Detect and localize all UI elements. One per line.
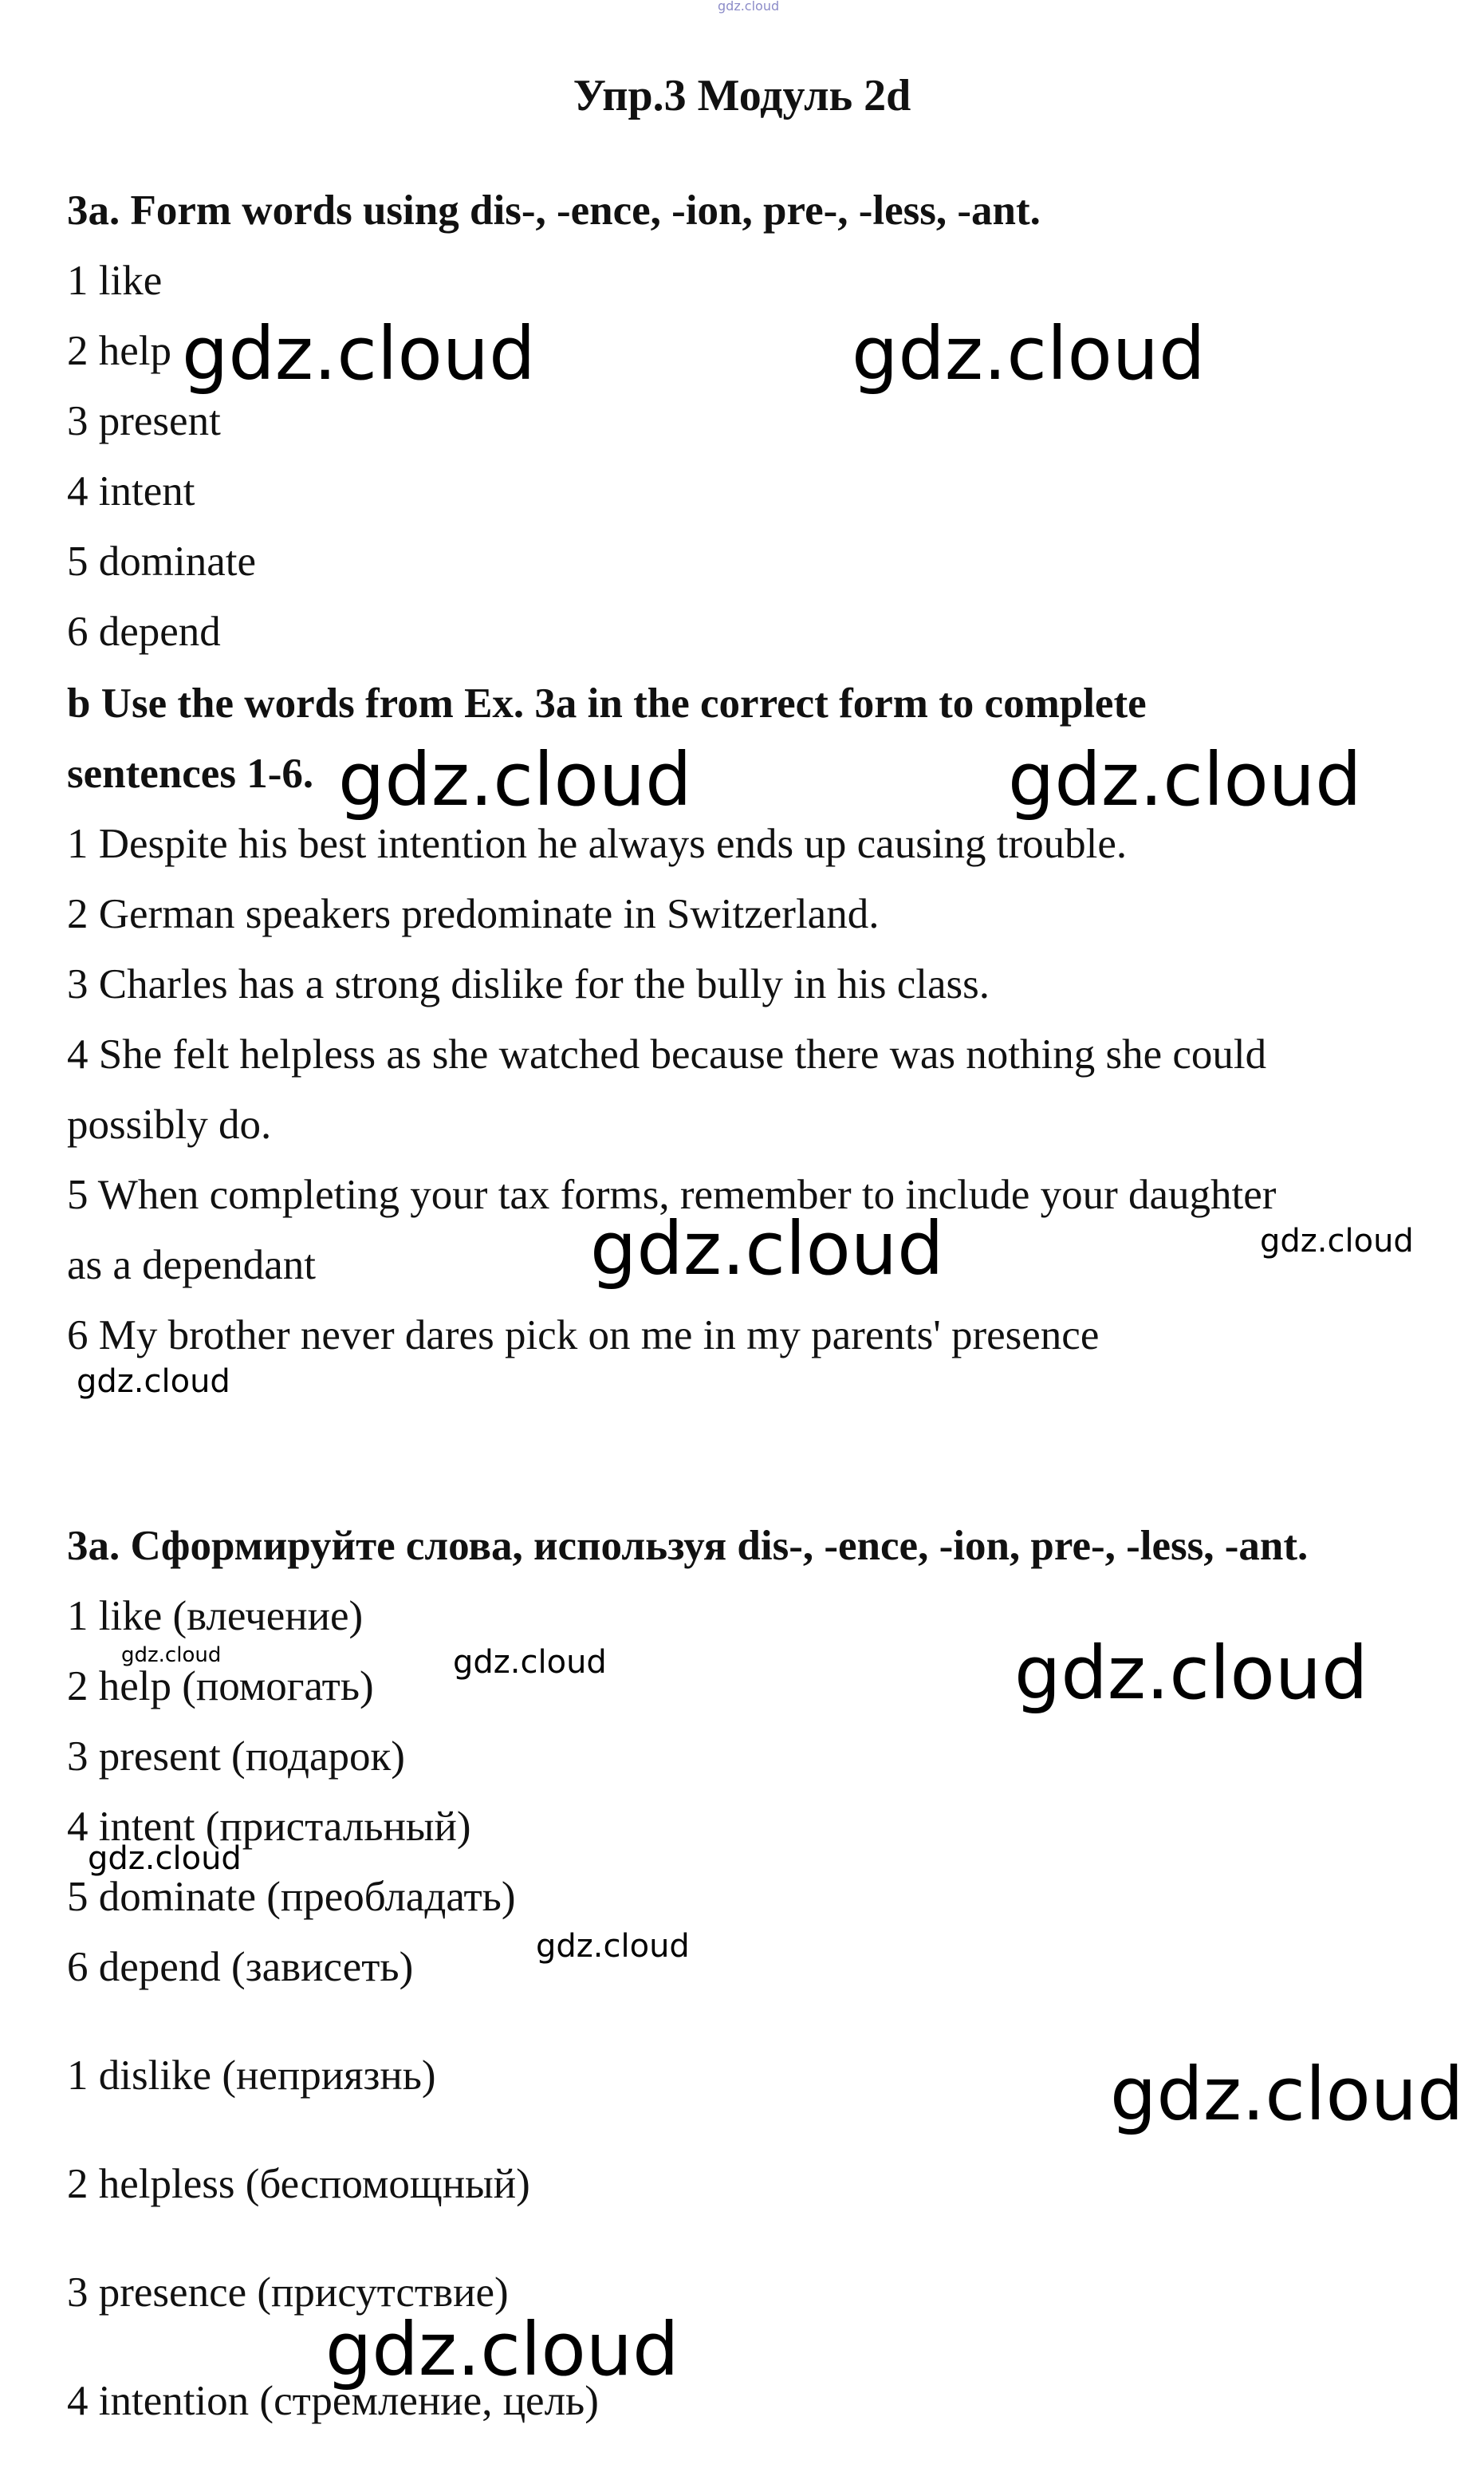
sentence-line: 6 My brother never dares pick on me in my parents' presence: [67, 1312, 1100, 1358]
answer-line: 1 dislike (неприязнь): [67, 2052, 436, 2099]
section-ru-item: 5 dominate (преобладать): [67, 1874, 516, 1920]
section-ru-item: 3 present (подарок): [67, 1733, 405, 1780]
sentence-line: 5 When completing your tax forms, remember to include your daughter: [67, 1172, 1277, 1218]
section-a-item: 2 help: [67, 328, 171, 374]
sentence-line: 1 Despite his best intention he always ends up causing trouble.: [67, 821, 1128, 867]
watermark: gdz.cloud: [325, 2307, 679, 2392]
section-b-heading: sentences 1-6.: [67, 751, 314, 797]
sentence-line: 4 She felt helpless as she watched because there was nothing she could: [67, 1031, 1267, 1078]
watermark: gdz.cloud: [536, 1928, 690, 1965]
section-a-item: 5 dominate: [67, 538, 256, 585]
section-a-item: 1 like: [67, 258, 163, 304]
section-a-heading: 3a. Form words using dis-, -ence, -ion, pre-, -less, -ant.: [67, 187, 1041, 234]
watermark: gdz.cloud: [121, 1643, 222, 1667]
section-ru-item: 1 like (влечение): [67, 1593, 364, 1639]
top-watermark: gdz.cloud: [718, 0, 780, 14]
watermark: gdz.cloud: [1110, 2052, 1464, 2137]
sentence-line: 2 German speakers predominate in Switzerland.: [67, 891, 880, 937]
page-title: Упр.3 Модуль 2d: [573, 71, 911, 120]
section-a-item: 4 intent: [67, 468, 195, 515]
watermark: gdz.cloud: [590, 1206, 944, 1291]
watermark: gdz.cloud: [1260, 1223, 1414, 1260]
section-a-item: 3 present: [67, 398, 221, 444]
section-ru-item: 4 intent (пристальный): [67, 1804, 471, 1850]
sentence-line: 3 Charles has a strong dislike for the bully in his class.: [67, 961, 990, 1007]
section-a-item: 6 depend: [67, 609, 221, 655]
watermark: gdz.cloud: [88, 1840, 242, 1877]
answer-line: 3 presence (присутствие): [67, 2269, 509, 2316]
watermark: gdz.cloud: [77, 1363, 230, 1400]
answer-line: 2 helpless (беспомощный): [67, 2161, 530, 2207]
watermark: gdz.cloud: [852, 311, 1206, 396]
section-ru-item: 6 depend (зависеть): [67, 1944, 414, 1990]
section-b-heading: b Use the words from Ex. 3a in the correct form to complete: [67, 680, 1147, 727]
sentence-line: possibly do.: [67, 1102, 272, 1148]
section-ru-heading: 3a. Сформируйте слова, используя dis-, -ence, -ion, pre-, -less, -ant.: [67, 1523, 1309, 1569]
section-ru-item: 2 help (помогать): [67, 1663, 374, 1709]
watermark: gdz.cloud: [453, 1644, 607, 1681]
watermark: gdz.cloud: [1014, 1630, 1368, 1716]
watermark: gdz.cloud: [182, 311, 536, 396]
answer-line: 4 intention (стремление, цель): [67, 2378, 599, 2424]
watermark: gdz.cloud: [1008, 737, 1362, 822]
watermark: gdz.cloud: [338, 737, 692, 822]
sentence-line: as a dependant: [67, 1242, 316, 1288]
